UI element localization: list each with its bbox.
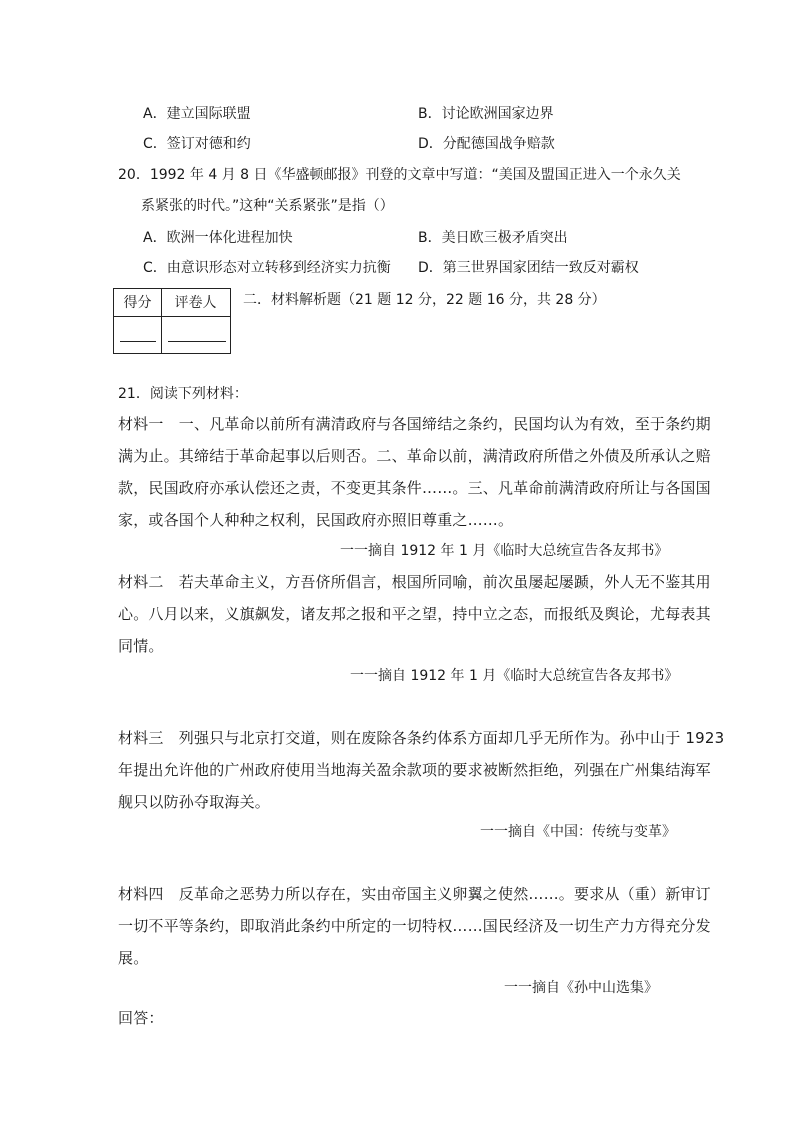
material2-line: 材料二 若夫革命主义，方吾侪所倡言，根国所同喻，前次虽屡起屡踬，外人无不鉴其用: [118, 573, 711, 591]
material3-source: 一一摘自《中国：传统与变革》: [480, 824, 676, 840]
q20-stem-line1: 20．1992 年 4 月 8 日《华盛顿邮报》刊登的文章中写道：“美国及盟国正进入一个永久关: [118, 167, 681, 183]
q20-option-b: B．美日欧三极矛盾突出: [418, 230, 568, 246]
q21-intro: 21．阅读下列材料：: [118, 386, 248, 402]
grader-header: 评卷人: [174, 295, 217, 311]
material1-line: 款，民国政府亦承认偿还之责，不变更其条件……。三、凡革命前满清政府所让与各国国: [118, 479, 711, 497]
score-blank: [120, 341, 156, 342]
material1-source: 一一摘自 1912 年 1 月《临时大总统宣告各友邦书》: [340, 543, 669, 559]
material1-line: 满为止。其缔结于革命起事以后则否。二、革命以前，满清政府所借之外债及所承认之赔: [118, 447, 711, 465]
q20-option-d: D．第三世界国家团结一致反对霸权: [418, 260, 639, 276]
q20-option-c: C．由意识形态对立转移到经济实力抗衡: [143, 260, 391, 276]
material1-line: 材料一 一、凡革命以前所有满清政府与各国缔结之条约，民国均认为有效，至于条约期: [118, 415, 711, 433]
q19-option-c: C．签订对德和约: [143, 136, 251, 152]
material3-line: 材料三 列强只与北京打交道，则在废除各条约体系方面却几乎无所作为。孙中山于 1923: [118, 729, 725, 747]
score-header: 得分: [123, 295, 152, 311]
material2-source: 一一摘自 1912 年 1 月《临时大总统宣告各友邦书》: [350, 668, 679, 684]
material2-line: 心。八月以来，义旗飙发，诸友邦之报和平之望，持中立之态，而报纸及舆论，尤每表其: [118, 605, 711, 623]
q19-option-d: D．分配德国战争赔款: [418, 136, 555, 152]
section-title: 二．材料解析题（21 题 12 分，22 题 16 分，共 28 分）: [243, 292, 606, 308]
material3-line: 舰只以防孙夺取海关。: [118, 793, 271, 811]
material3-line: 年提出允许他的广州政府使用当地海关盈余款项的要求被断然拒绝，列强在广州集结海军: [118, 761, 711, 779]
score-table: [113, 288, 231, 354]
q19-option-b: B．讨论欧洲国家边界: [418, 106, 554, 122]
material4-line: 展。: [118, 949, 149, 967]
material4-source: 一一摘自《孙中山选集》: [504, 980, 658, 996]
q20-stem-line2: 系紧张的时代。”这种“关系紧张”是指（）: [141, 198, 394, 214]
material2-line: 同情。: [118, 637, 164, 655]
material1-line: 家，或各国个人种种之权利，民国政府亦照旧尊重之……。: [118, 511, 514, 529]
answer-label: 回答：: [118, 1009, 164, 1027]
material4-line: 材料四 反革命之恶势力所以存在，实由帝国主义卵翼之使然……。要求从（重）新审订: [118, 885, 711, 903]
material4-line: 一切不平等条约，即取消此条约中所定的一切特权……国民经济及一切生产力方得充分发: [118, 917, 711, 935]
grader-blank: [168, 341, 226, 342]
q20-option-a: A．欧洲一体化进程加快: [143, 230, 293, 246]
q19-option-a: A．建立国际联盟: [143, 106, 251, 122]
